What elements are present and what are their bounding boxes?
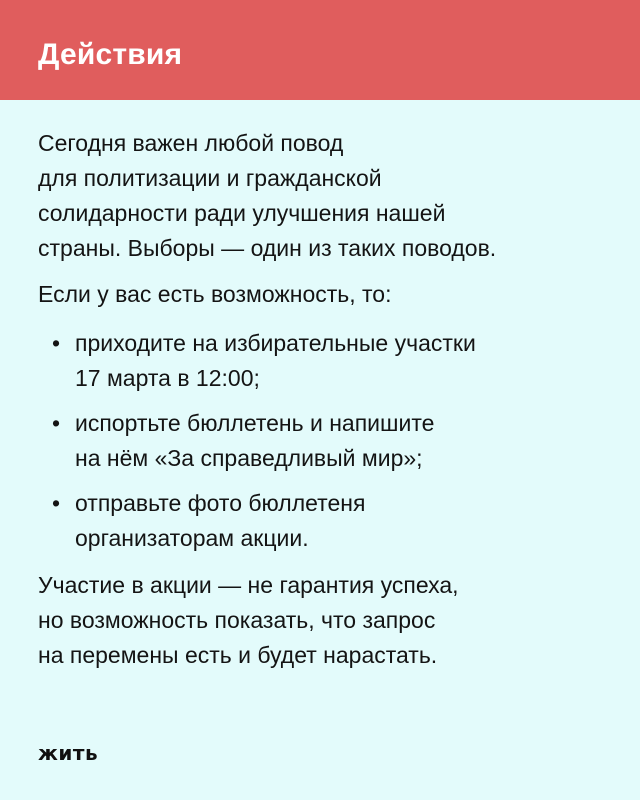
list-item-line: отправьте фото бюллетеня xyxy=(75,490,366,516)
conclusion-paragraph xyxy=(38,568,608,673)
bullet-icon: • xyxy=(51,490,61,516)
list-item-line: организаторам акции. xyxy=(75,525,309,551)
list-item xyxy=(38,406,608,476)
intro-line: для политизации и гражданской xyxy=(38,165,382,191)
condition-line: Если у вас есть возможность, то: xyxy=(38,281,392,307)
list-item xyxy=(38,326,608,396)
bullet-icon: • xyxy=(51,410,61,436)
intro-paragraph xyxy=(38,126,608,266)
brand-logo: жить xyxy=(38,741,99,765)
conclusion-line: Участие в акции — не гарантия успеха, xyxy=(38,572,459,598)
list-item xyxy=(38,486,608,556)
condition-paragraph xyxy=(38,277,608,312)
header-banner xyxy=(0,0,640,100)
list-item-line: 17 марта в 12:00; xyxy=(75,365,260,391)
conclusion-line: на перемены есть и будет нарастать. xyxy=(38,642,438,668)
action-list xyxy=(38,326,608,556)
main-content xyxy=(38,126,608,673)
bullet-icon: • xyxy=(51,330,61,356)
list-item-line: приходите на избирательные участки xyxy=(75,330,476,356)
intro-line: Сегодня важен любой повод xyxy=(38,130,344,156)
conclusion-line: но возможность показать, что запрос xyxy=(38,607,436,633)
intro-line: страны. Выборы — один из таких поводов. xyxy=(38,235,497,261)
intro-line: солидарности ради улучшения нашей xyxy=(38,200,446,226)
list-item-line: на нём «За справедливый мир»; xyxy=(75,445,423,471)
page-title: Действия xyxy=(38,38,183,71)
list-item-line: испортьте бюллетень и напишите xyxy=(75,410,435,436)
